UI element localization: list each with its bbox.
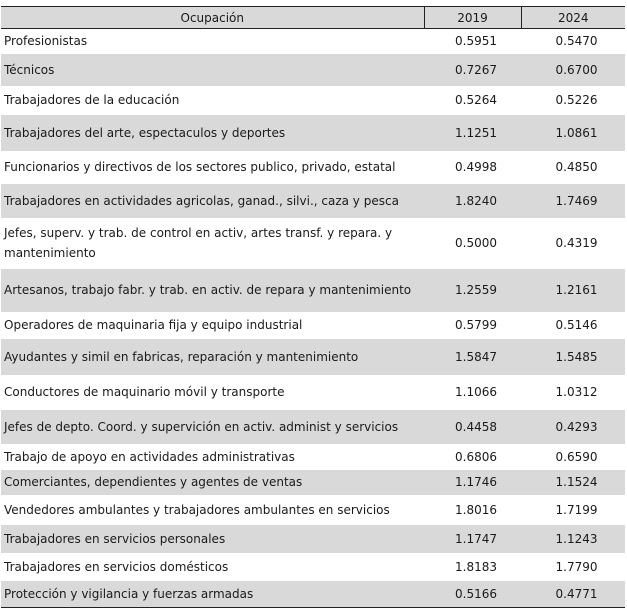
row-label: Vendedores ambulantes y trabajadores ambulantes en servicios [4, 502, 390, 517]
row-label: Trabajadores en actividades agricolas, ganad., silvi., caza y pesca [4, 193, 399, 208]
row-value-2024: 1.2161 [555, 283, 598, 297]
row-value-2019: 0.5264 [455, 93, 497, 107]
row-value-2019: 1.8183 [455, 559, 497, 574]
table-row [1, 339, 625, 375]
table-row [1, 581, 625, 608]
row-value-2019: 0.4458 [455, 419, 497, 434]
header-2019: 2019 [424, 7, 521, 29]
row-value-2019: 1.1251 [455, 125, 497, 140]
row-label: Funcionarios y directivos de los sectores publico, privado, estatal [4, 160, 396, 174]
row-value-2024: 1.7469 [555, 193, 598, 208]
row-label: Conductores de maquinario móvil y transporte [4, 385, 285, 399]
table-row [1, 151, 625, 184]
table-row [1, 86, 625, 115]
row-value-2019: 1.1747 [455, 531, 497, 546]
row-value-2024: 1.7199 [555, 502, 598, 517]
row-label: Trabajadores del arte, espectaculos y deportes [4, 125, 286, 140]
row-value-2019: 0.5166 [455, 586, 497, 601]
row-value-2024: 0.5226 [555, 93, 598, 107]
table-row [1, 553, 625, 581]
row-value-2019: 0.7267 [455, 62, 497, 77]
row-label: Artesanos, trabajo fabr. y trab. en activ. de repara y mantenimiento [4, 283, 412, 297]
table-row [1, 495, 625, 525]
table-row [1, 115, 625, 151]
table-row [1, 410, 625, 444]
row-value-2019: 1.2559 [455, 283, 497, 297]
row-value-2024: 0.4319 [555, 236, 598, 250]
table-row [1, 375, 625, 410]
row-value-2024: 0.6700 [555, 62, 598, 77]
table-row [1, 184, 625, 218]
row-label: Trabajo de apoyo en actividades administrativas [4, 449, 295, 464]
row-value-2019: 1.8240 [455, 193, 497, 208]
row-value-2024: 1.7790 [555, 559, 598, 574]
row-value-2024: 0.5146 [555, 318, 598, 332]
row-value-2019: 1.8016 [455, 502, 497, 517]
row-value-2019: 0.5000 [455, 236, 497, 250]
row-value-2024: 1.1524 [555, 475, 598, 489]
row-label: Trabajadores en servicios personales [4, 531, 226, 546]
occupation-table [1, 6, 625, 608]
row-value-2024: 0.4293 [555, 419, 598, 434]
table-row [1, 470, 625, 495]
row-label: Operadores de maquinaria fija y equipo industrial [4, 318, 303, 332]
row-value-2019: 0.5799 [455, 318, 497, 332]
header-ocupacion: Ocupación [1, 7, 424, 29]
occupation-table-container [1, 6, 625, 608]
row-value-2024: 1.0861 [555, 125, 598, 140]
row-label: Comerciantes, dependientes y agentes de ventas [4, 475, 303, 489]
row-value-2024: 1.5485 [555, 349, 598, 364]
row-label: Jefes, superv. y trab. de control en activ, artes transf. y repara. y mantenimiento [4, 226, 393, 260]
row-value-2019: 0.5951 [455, 34, 497, 49]
row-value-2019: 1.1746 [455, 475, 497, 489]
row-value-2024: 0.4850 [555, 160, 598, 174]
row-value-2019: 0.6806 [455, 449, 497, 464]
header-2024: 2024 [557, 10, 589, 25]
table-row [1, 54, 625, 86]
row-label: Protección y vigilancia y fuerzas armadas [4, 586, 254, 601]
row-value-2024: 1.0312 [555, 385, 598, 399]
table-row [1, 444, 625, 470]
table-row [1, 218, 625, 269]
row-label: Trabajadores en servicios domésticos [4, 559, 229, 574]
row-label: Técnicos [4, 62, 55, 77]
table-row [1, 29, 625, 54]
row-value-2024: 0.4771 [555, 586, 598, 601]
table-header-row [1, 7, 625, 29]
row-value-2024: 0.6590 [555, 449, 598, 464]
row-value-2024: 1.1243 [555, 531, 598, 546]
row-value-2019: 1.1066 [455, 385, 497, 399]
row-value-2019: 1.5847 [455, 349, 497, 364]
row-label: Ayudantes y simil en fabricas, reparación y mantenimiento [4, 349, 359, 364]
row-label: Trabajadores de la educación [4, 93, 180, 107]
row-value-2024: 0.5470 [555, 34, 598, 49]
table-row [1, 269, 625, 312]
row-label: Profesionistas [4, 34, 88, 49]
table-row [1, 525, 625, 553]
row-label: Jefes de depto. Coord. y supervición en activ. administ y servicios [4, 419, 399, 434]
table-row [1, 312, 625, 339]
row-value-2019: 0.4998 [455, 160, 497, 174]
